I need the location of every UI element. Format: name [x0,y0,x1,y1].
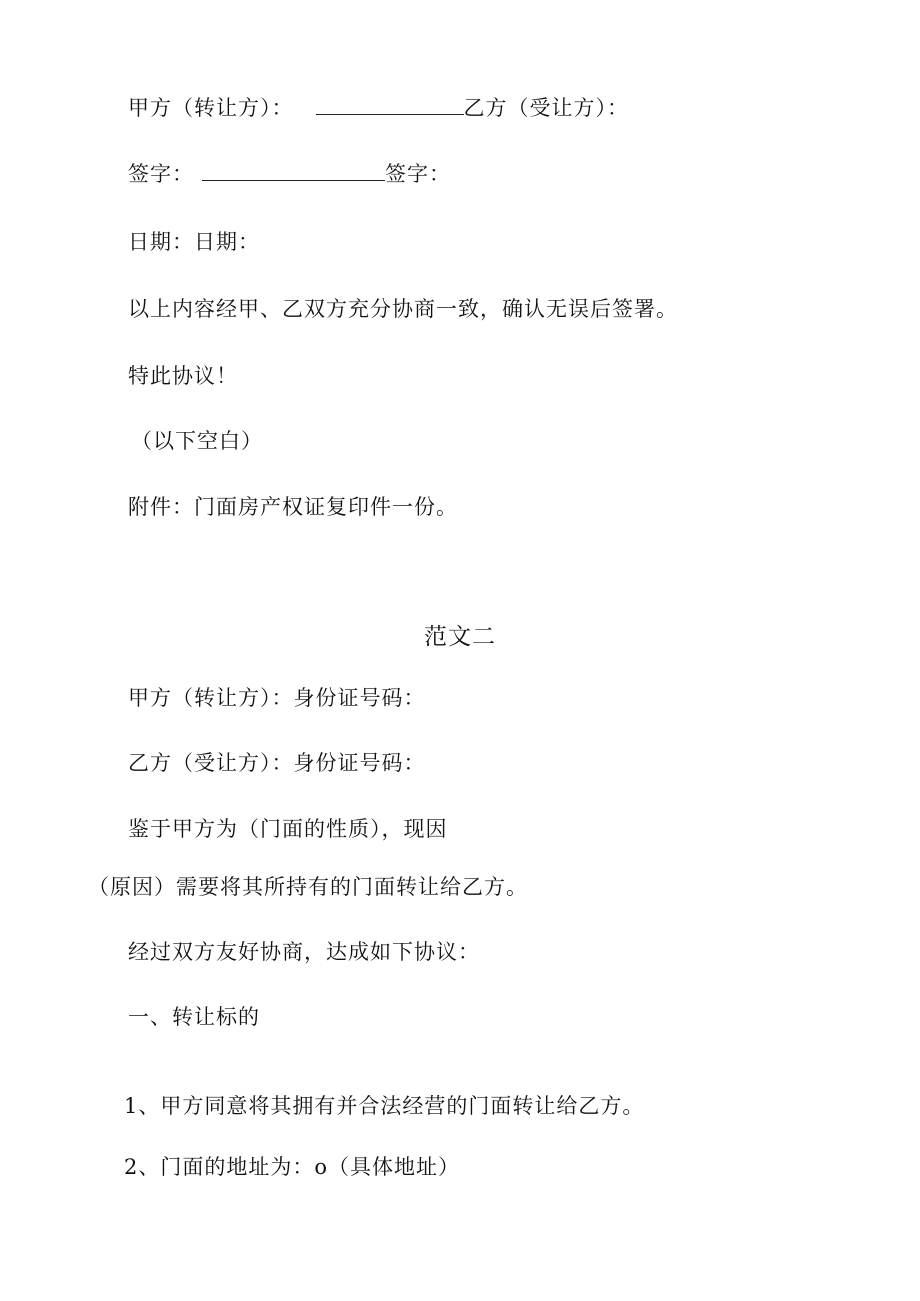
party-a-blank-line [316,94,464,115]
attachment-line: 附件：门面房产权证复印件一份。 [128,495,458,519]
section-one-title: 一、转让标的 [128,1005,260,1029]
clause-2: 2、门面的地址为：o（具体地址） [124,1155,461,1179]
clause-1: 1、甲方同意将其拥有并合法经营的门面转让给乙方。 [124,1094,645,1118]
date-row: 日期：日期： [128,230,260,254]
confirmation-paragraph: 以上内容经甲、乙双方充分协商一致，确认无误后签署。 [128,297,678,321]
blank-below-note: （以下空白） [131,429,263,453]
section-title: 范文二 [424,624,496,650]
special-agreement-line: 特此协议！ [128,364,238,388]
party-a-id-line: 甲方（转让方）：身份证号码： [128,686,426,710]
sign-a-blank-line [202,160,385,181]
party-a-label: 甲方（转让方）： [128,96,294,120]
party-b-id-line: 乙方（受让方）：身份证号码： [128,751,426,775]
sign-b-label: 签字： [385,162,451,186]
signature-row-parties [128,94,629,122]
whereas-line-1: 鉴于甲方为（门面的性质），现因 [128,817,448,841]
sign-a-label: 签字： [128,162,194,186]
party-b-label: 乙方（受让方）： [463,96,629,120]
agreement-intro: 经过双方友好协商，达成如下协议： [128,940,480,964]
whereas-line-2: （原因）需要将其所持有的门面转让给乙方。 [88,875,528,899]
signature-row-sign [128,160,451,188]
